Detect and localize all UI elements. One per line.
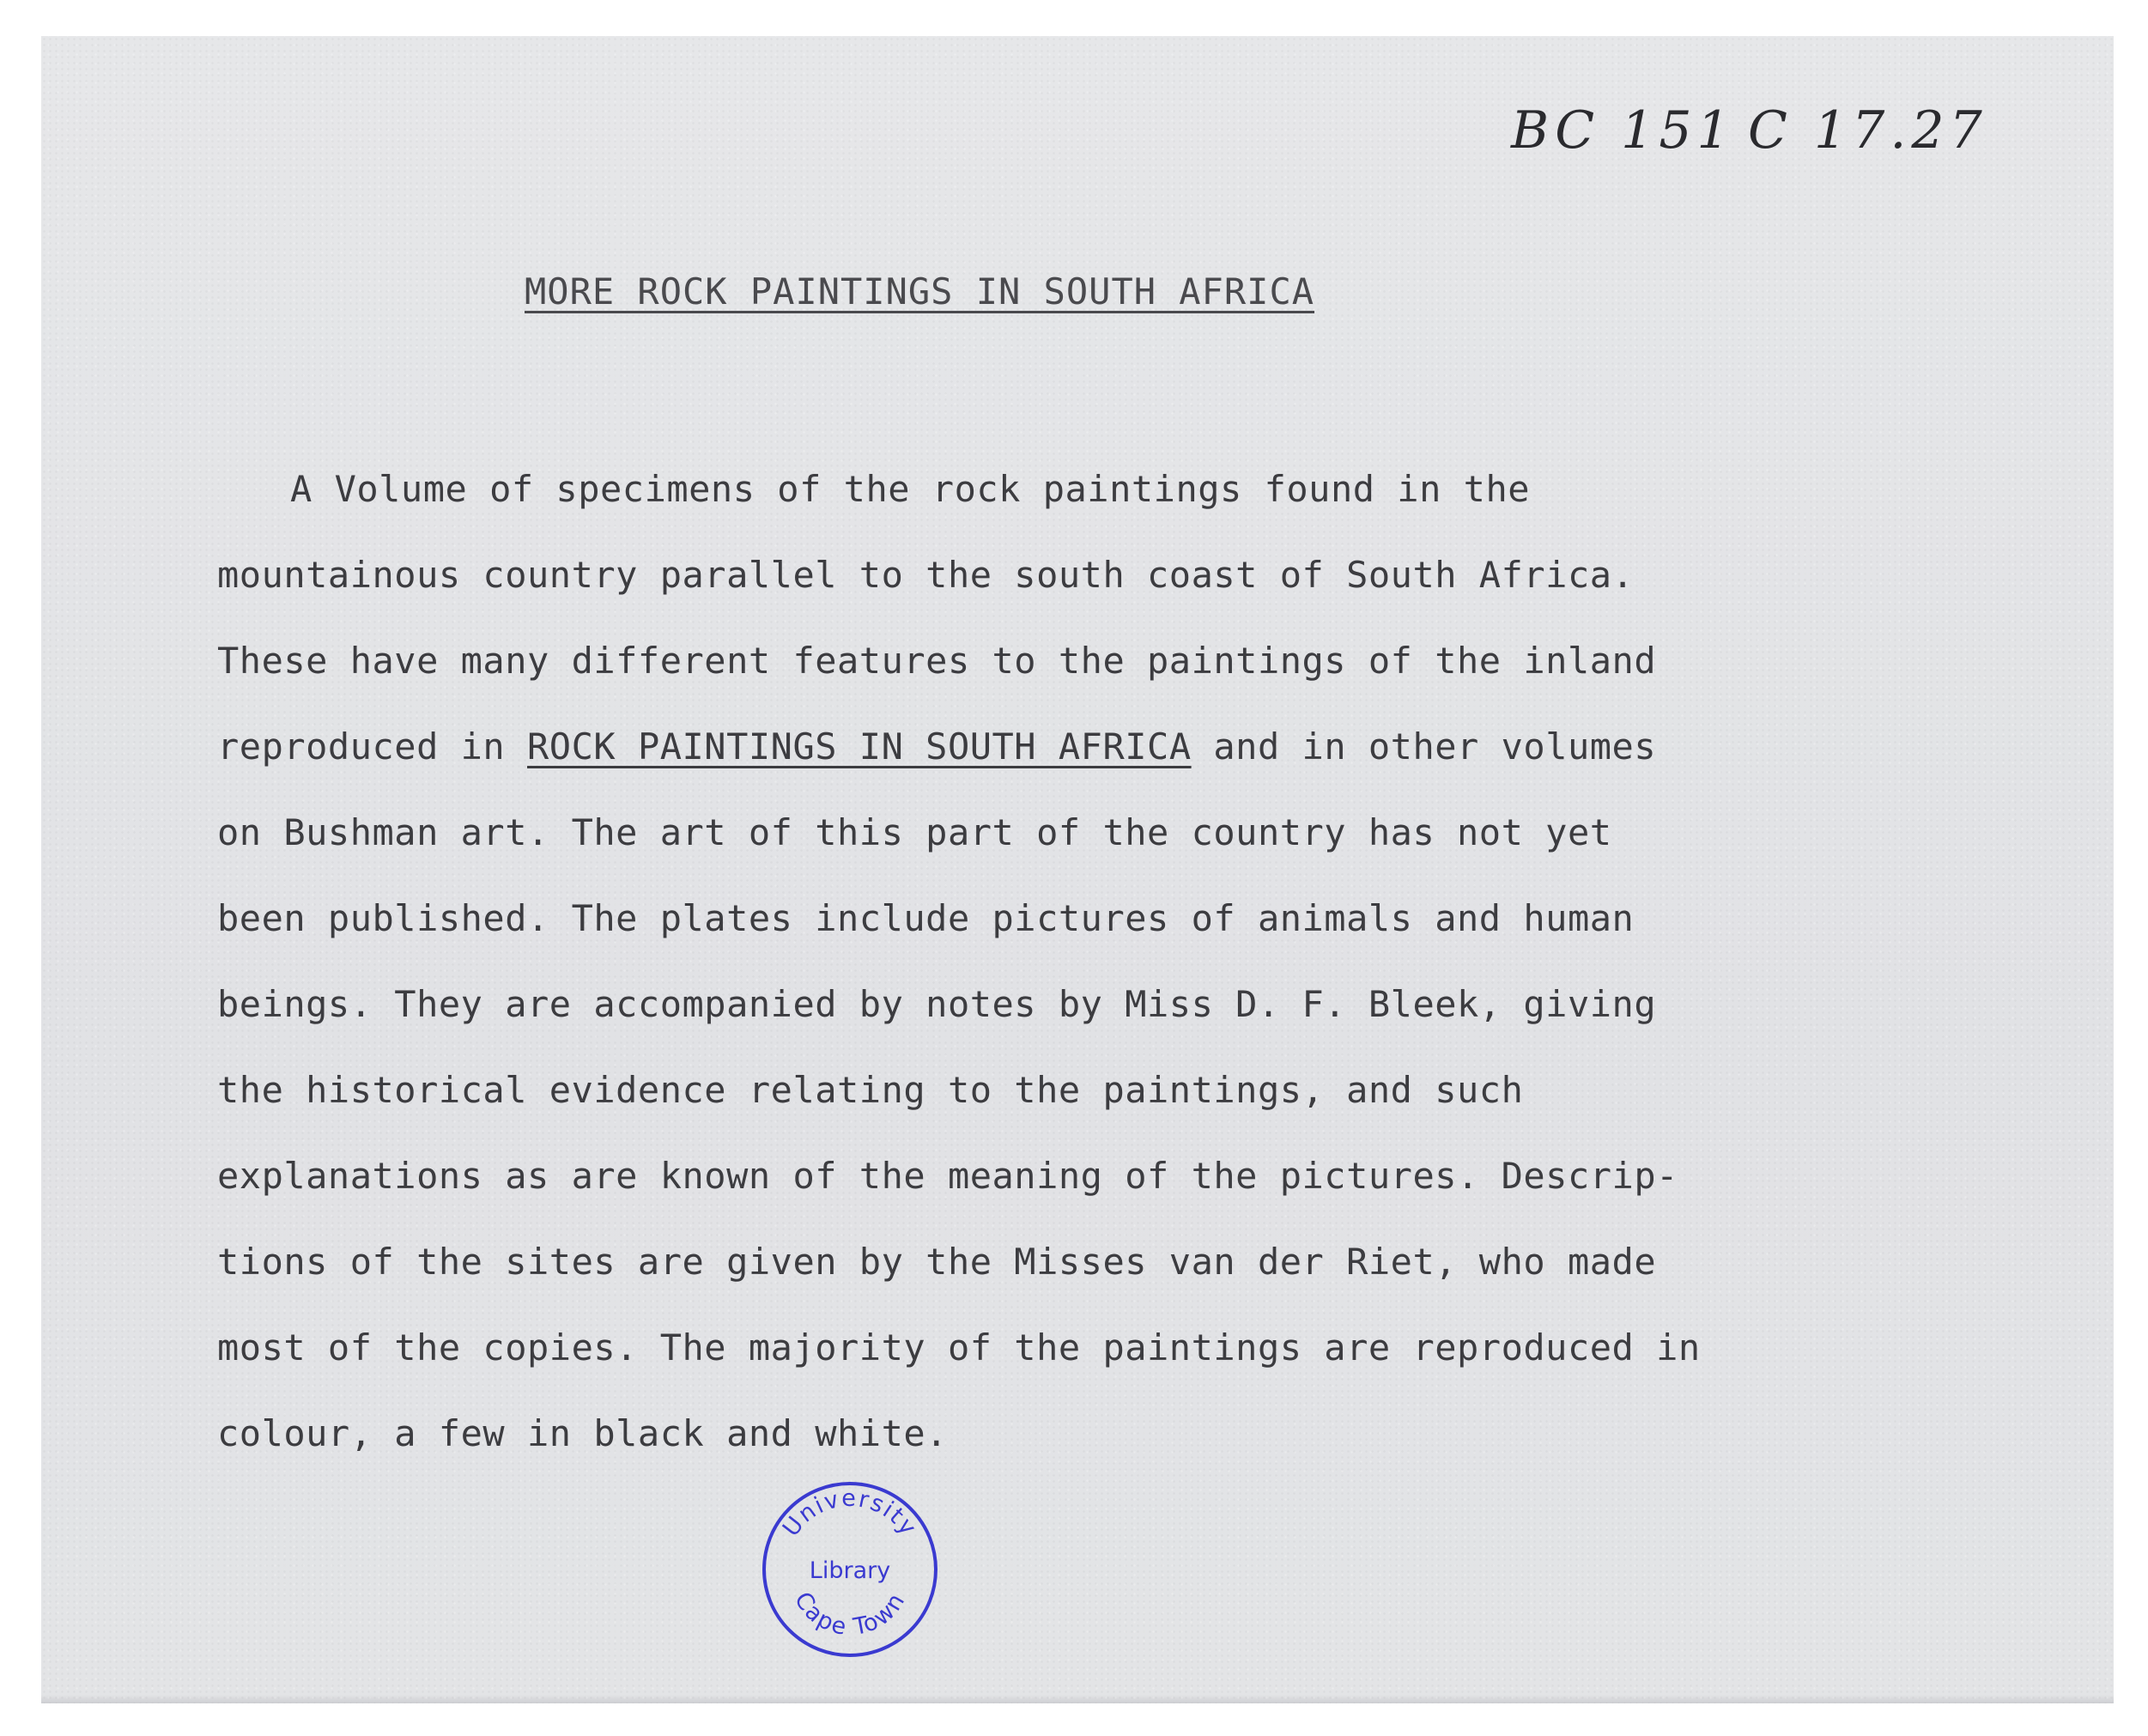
body-line <box>217 790 2037 876</box>
body-text: beings. They are accompanied by notes by Miss D. F. Bleek, giving <box>217 983 1657 1025</box>
body-text: on Bushman art. The art of this part of the country has not yet <box>217 811 1612 853</box>
body-text: tions of the sites are given by the Misses van der Riet, who made <box>217 1241 1657 1283</box>
stamp-center-text: Library <box>809 1557 891 1584</box>
body-line <box>217 618 2037 704</box>
body-text: the historical evidence relating to the paintings, and such <box>217 1069 1524 1111</box>
stamp-top-text: University <box>777 1484 923 1542</box>
body-text: reproduced in <box>217 725 528 768</box>
book-title-reference: ROCK PAINTINGS IN SOUTH AFRICA <box>527 725 1192 768</box>
handwritten-reference-right: C 17.27 <box>1748 100 1987 161</box>
body-line <box>217 704 2037 790</box>
body-line <box>217 1047 2037 1133</box>
handwritten-reference-left: BC 151 <box>1511 100 1735 161</box>
library-stamp <box>761 1480 939 1659</box>
body-line <box>217 1133 2037 1219</box>
body-text: and in other volumes <box>1191 725 1657 768</box>
document-title: MORE ROCK PAINTINGS IN SOUTH AFRICA <box>525 270 1315 313</box>
document-body <box>217 446 2037 1477</box>
body-text: A Volume of specimens of the rock paintings found in the <box>290 468 1531 510</box>
body-line <box>217 1219 2037 1305</box>
stamp-bottom-text: Cape Town <box>788 1587 912 1642</box>
body-text: These have many different features to the paintings of the inland <box>217 640 1657 682</box>
body-text: most of the copies. The majority of the paintings are reproduced in <box>217 1326 1701 1369</box>
body-line <box>217 446 2037 532</box>
body-line <box>217 1305 2037 1391</box>
body-text: mountainous country parallel to the south coast of South Africa. <box>217 554 1635 596</box>
body-line <box>217 1391 2037 1477</box>
body-text: been published. The plates include pictures of animals and human <box>217 897 1635 939</box>
body-line <box>217 962 2037 1047</box>
body-line <box>217 532 2037 618</box>
body-text: colour, a few in black and white. <box>217 1412 948 1454</box>
body-line <box>217 876 2037 962</box>
body-text: explanations as are known of the meaning of the pictures. Descrip- <box>217 1155 1678 1197</box>
typewritten-sheet <box>41 36 2114 1703</box>
